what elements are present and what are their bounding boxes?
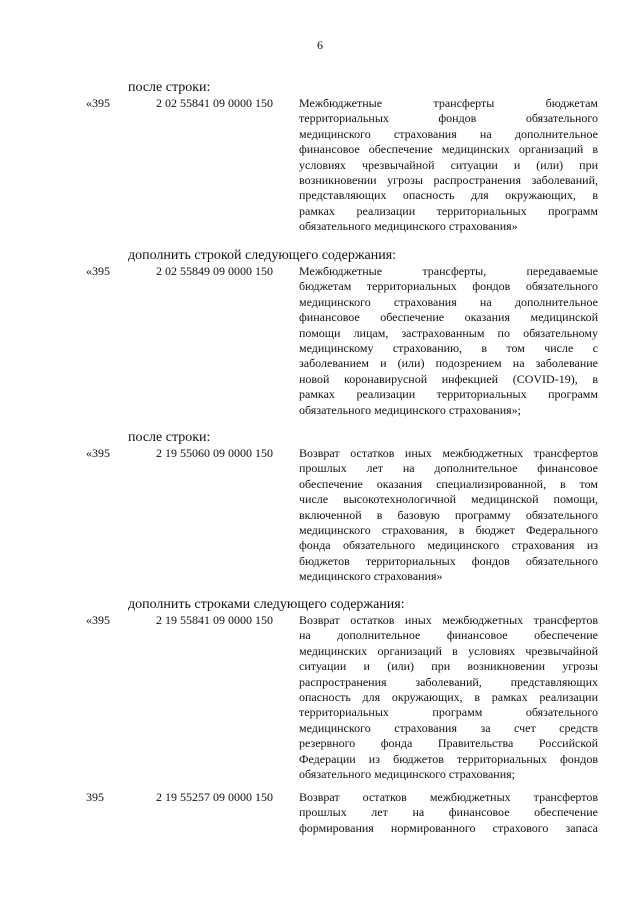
description-line: Межбюджетные трансферты, передаваемые (299, 264, 598, 278)
description-line: прошлых лет на финансовое обеспечение (299, 805, 598, 820)
budget-classification-code: 2 19 55257 09 0000 150 (156, 790, 273, 804)
description-line: рамках реализации территориальных программ (299, 203, 598, 218)
description-line: на дополнительное финансовое обеспечение (299, 628, 598, 643)
description-line: фонда обязательного медицинского страхования из (299, 538, 598, 553)
description-line: заболеванием и (или) подозрением на заболевание (299, 356, 598, 371)
description-line: помощи лицам, застрахованным по обязательному (299, 325, 598, 340)
description-line: медицинского страхования за счет средств (299, 720, 598, 735)
description-line: включенной в базовую программу обязательного (299, 507, 598, 522)
description-line: ситуации и (или) при возникновении угрозы (299, 659, 598, 674)
section-heading: после строки: (128, 80, 211, 95)
description-line: числе высокотехнологичной медицинской помощи, (299, 492, 598, 507)
row-description (299, 446, 598, 585)
description-line: медицинскому страхованию, в том числе с (299, 340, 598, 355)
admin-code: «395 (86, 613, 110, 627)
description-line: обеспечение оказания специализированной, в том (299, 476, 598, 491)
description-line: представляющих опасность для окружающих, в (299, 188, 598, 203)
section-heading: дополнить строками следующего содержания: (128, 597, 405, 612)
section-heading: дополнить строкой следующего содержания: (128, 248, 397, 263)
description-line: новой коронавирусной инфекцией (COVID-19), в (299, 371, 598, 386)
section-heading: после строки: (128, 430, 211, 445)
description-line: формирования нормированного страхового запаса (299, 820, 598, 835)
description-line: медицинских организаций в условиях чрезвычайной (299, 643, 598, 658)
description-line: бюджетов территориальных фондов обязательного (299, 553, 598, 568)
admin-code: «395 (86, 96, 110, 110)
description-line: обязательного медицинского страхования; (299, 766, 515, 781)
description-line: медицинского страхования, в бюджет Федерального (299, 522, 598, 537)
description-line: обязательного медицинского страхования»; (299, 402, 521, 417)
description-line: рамках реализации территориальных программ (299, 387, 598, 402)
budget-classification-code: 2 19 55841 09 0000 150 (156, 613, 273, 627)
description-line: возникновении угрозы распространения заболеваний, (299, 172, 598, 187)
description-line: Возврат остатков иных межбюджетных трансфертов (299, 446, 598, 460)
description-line: резервного фонда Правительства Российской (299, 736, 598, 751)
description-line: Возврат остатков иных межбюджетных трансфертов (299, 613, 598, 627)
admin-code: 395 (86, 790, 104, 804)
budget-classification-code: 2 02 55849 09 0000 150 (156, 264, 273, 278)
row-description (299, 613, 598, 782)
description-line: бюджетам территориальных фондов обязательного (299, 279, 598, 294)
description-line: Межбюджетные трансферты бюджетам (299, 96, 598, 110)
admin-code: «395 (86, 446, 110, 460)
description-line: медицинского страхования на дополнительное (299, 126, 598, 141)
row-description (299, 790, 598, 836)
budget-classification-code: 2 02 55841 09 0000 150 (156, 96, 273, 110)
description-line: прошлых лет на дополнительное финансовое (299, 461, 598, 476)
description-line: территориальных программ обязательного (299, 705, 598, 720)
row-description (299, 264, 598, 418)
description-line: медицинского страхования на дополнительное (299, 294, 598, 309)
description-line: Федерации из бюджетов территориальных фондов (299, 751, 598, 766)
row-description (299, 96, 598, 235)
description-line: опасность для окружающих, в рамках реализации (299, 689, 598, 704)
description-line: территориальных фондов обязательного (299, 111, 598, 126)
description-line: финансовое обеспечение оказания медицинской (299, 310, 598, 325)
budget-classification-code: 2 19 55060 09 0000 150 (156, 446, 273, 460)
description-line: медицинского страхования» (299, 569, 443, 584)
description-line: условиях чрезвычайной ситуации и (или) при (299, 157, 598, 172)
description-line: обязательного медицинского страхования» (299, 219, 518, 234)
description-line: распространения заболеваний, представляющих (299, 674, 598, 689)
description-line: финансовое обеспечение медицинских организаций в (299, 142, 598, 157)
admin-code: «395 (86, 264, 110, 278)
description-line: Возврат остатков межбюджетных трансфертов (299, 790, 598, 804)
page-number: 6 (317, 38, 323, 52)
